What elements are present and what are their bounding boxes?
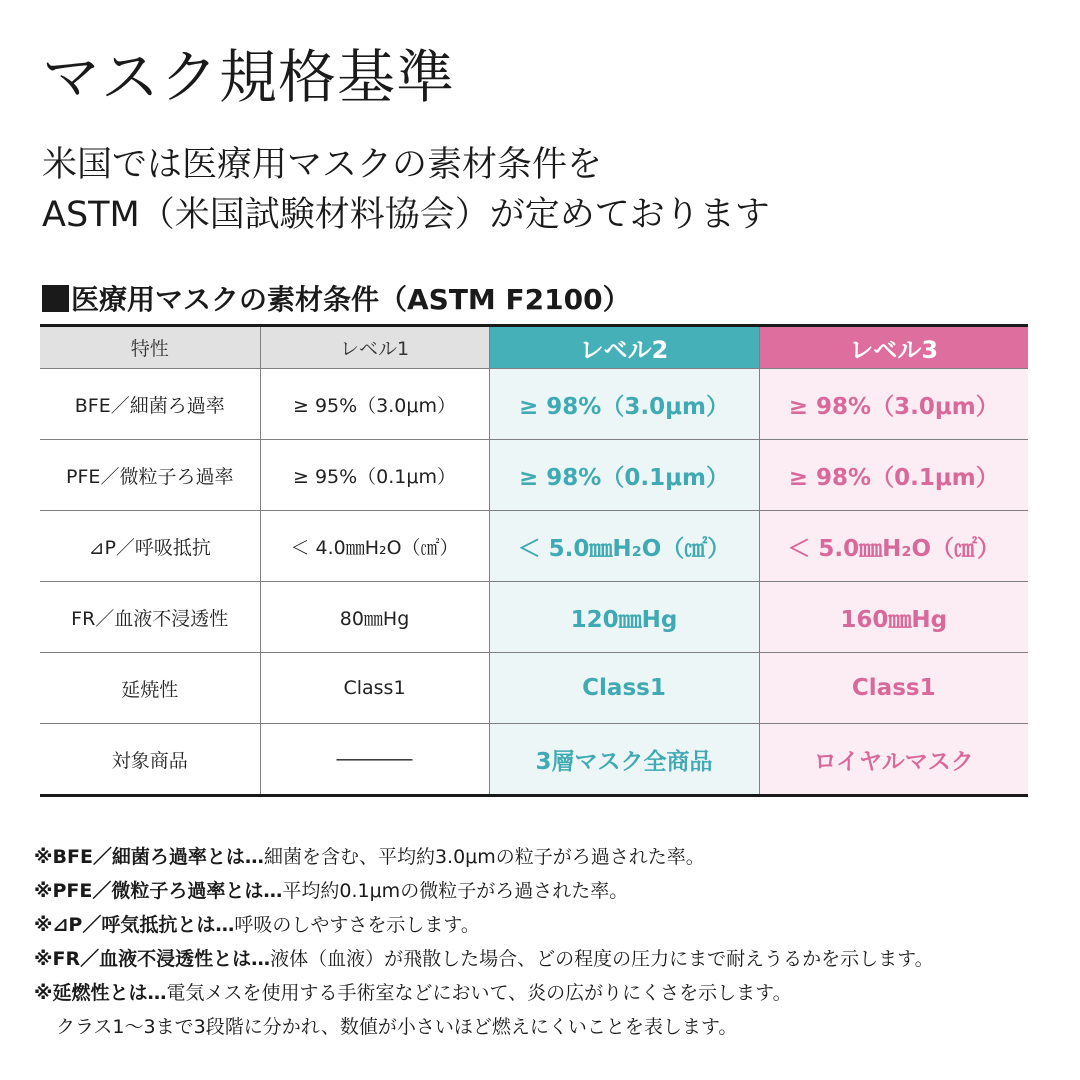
level-2-value: 120㎜Hg <box>489 582 759 653</box>
footnote-item <box>34 908 934 942</box>
spec-table <box>40 324 1028 797</box>
table-row <box>40 440 1028 511</box>
header-level-2: レベル2 <box>489 326 759 369</box>
footnote-continuation: クラス1～3まで3段階に分かれ、数値が小さいほど燃えにくいことを表します。 <box>56 1016 738 1038</box>
note-mark: ※ <box>34 914 53 936</box>
level-3-value: ロイヤルマスク <box>759 724 1028 796</box>
intro-text <box>42 140 770 240</box>
level-1-value: 80㎜Hg <box>260 582 489 653</box>
footnote-item <box>34 942 934 976</box>
row-property: FR／血液不浸透性 <box>40 582 260 653</box>
note-term: 延燃性とは… <box>52 982 167 1004</box>
note-text: 細菌を含む、平均約3.0μmの粒子がろ過された率。 <box>263 846 705 868</box>
level-2-value: Class1 <box>489 653 759 724</box>
table-row <box>40 511 1028 582</box>
row-property: BFE／細菌ろ過率 <box>40 369 260 440</box>
level-3-value: 160㎜Hg <box>759 582 1028 653</box>
level-3-value: ≥ 98%（0.1μm） <box>759 440 1028 511</box>
level-2-value: ＜ 5.0㎜H₂O（㎠） <box>489 511 759 582</box>
footnote-item <box>34 840 934 874</box>
note-text: 液体（血液）が飛散した場合、どの程度の圧力にまで耐えうるかを示します。 <box>270 948 934 970</box>
table-row <box>40 582 1028 653</box>
level-1-value: ―――― <box>260 724 489 796</box>
page-title: マスク規格基準 <box>42 43 456 111</box>
row-property: PFE／微粒子ろ過率 <box>40 440 260 511</box>
level-2-value: ≥ 98%（0.1μm） <box>489 440 759 511</box>
level-2-value: ≥ 98%（3.0μm） <box>489 369 759 440</box>
level-1-value: ＜ 4.0㎜H₂O（㎠） <box>260 511 489 582</box>
note-term: PFE／微粒子ろ過率とは… <box>52 880 283 902</box>
intro-line-2: ASTM（米国試験材料協会）が定めております <box>42 195 770 235</box>
note-text: 電気メスを使用する手術室などにおいて、炎の広がりにくさを示します。 <box>166 982 792 1004</box>
level-1-value: ≥ 95%（3.0μm） <box>260 369 489 440</box>
intro-line-1: 米国では医療用マスクの素材条件を <box>42 145 603 185</box>
header-level-1: レベル1 <box>260 326 489 369</box>
footnote-item <box>34 874 934 908</box>
table-heading <box>42 278 631 318</box>
note-mark: ※ <box>34 948 53 970</box>
note-text: 平均約0.1μmの微粒子がろ過された率。 <box>282 880 629 902</box>
note-term: BFE／細菌ろ過率とは… <box>52 846 264 868</box>
footnotes <box>34 840 934 1044</box>
level-3-value: ≥ 98%（3.0μm） <box>759 369 1028 440</box>
footnote-item <box>34 976 934 1010</box>
table-row <box>40 653 1028 724</box>
note-text: 呼吸のしやすさを示します。 <box>234 914 480 936</box>
level-3-value: Class1 <box>759 653 1028 724</box>
table-row <box>40 724 1028 796</box>
level-1-value: ≥ 95%（0.1μm） <box>260 440 489 511</box>
note-mark: ※ <box>34 982 53 1004</box>
level-3-value: ＜ 5.0㎜H₂O（㎠） <box>759 511 1028 582</box>
table-row <box>40 369 1028 440</box>
level-2-value: 3層マスク全商品 <box>489 724 759 796</box>
header-level-3: レベル3 <box>759 326 1028 369</box>
note-mark: ※ <box>34 880 53 902</box>
row-property: 対象商品 <box>40 724 260 796</box>
note-term: FR／血液不浸透性とは… <box>52 948 271 970</box>
note-mark: ※ <box>34 846 53 868</box>
row-property: ⊿P／呼吸抵抗 <box>40 511 260 582</box>
note-term: ⊿P／呼気抵抗とは… <box>52 914 235 936</box>
square-bullet-icon <box>42 285 69 312</box>
table-heading-label: 医療用マスクの素材条件（ASTM F2100） <box>71 283 631 316</box>
table-header-row <box>40 326 1028 369</box>
level-1-value: Class1 <box>260 653 489 724</box>
header-property: 特性 <box>40 326 260 369</box>
row-property: 延焼性 <box>40 653 260 724</box>
